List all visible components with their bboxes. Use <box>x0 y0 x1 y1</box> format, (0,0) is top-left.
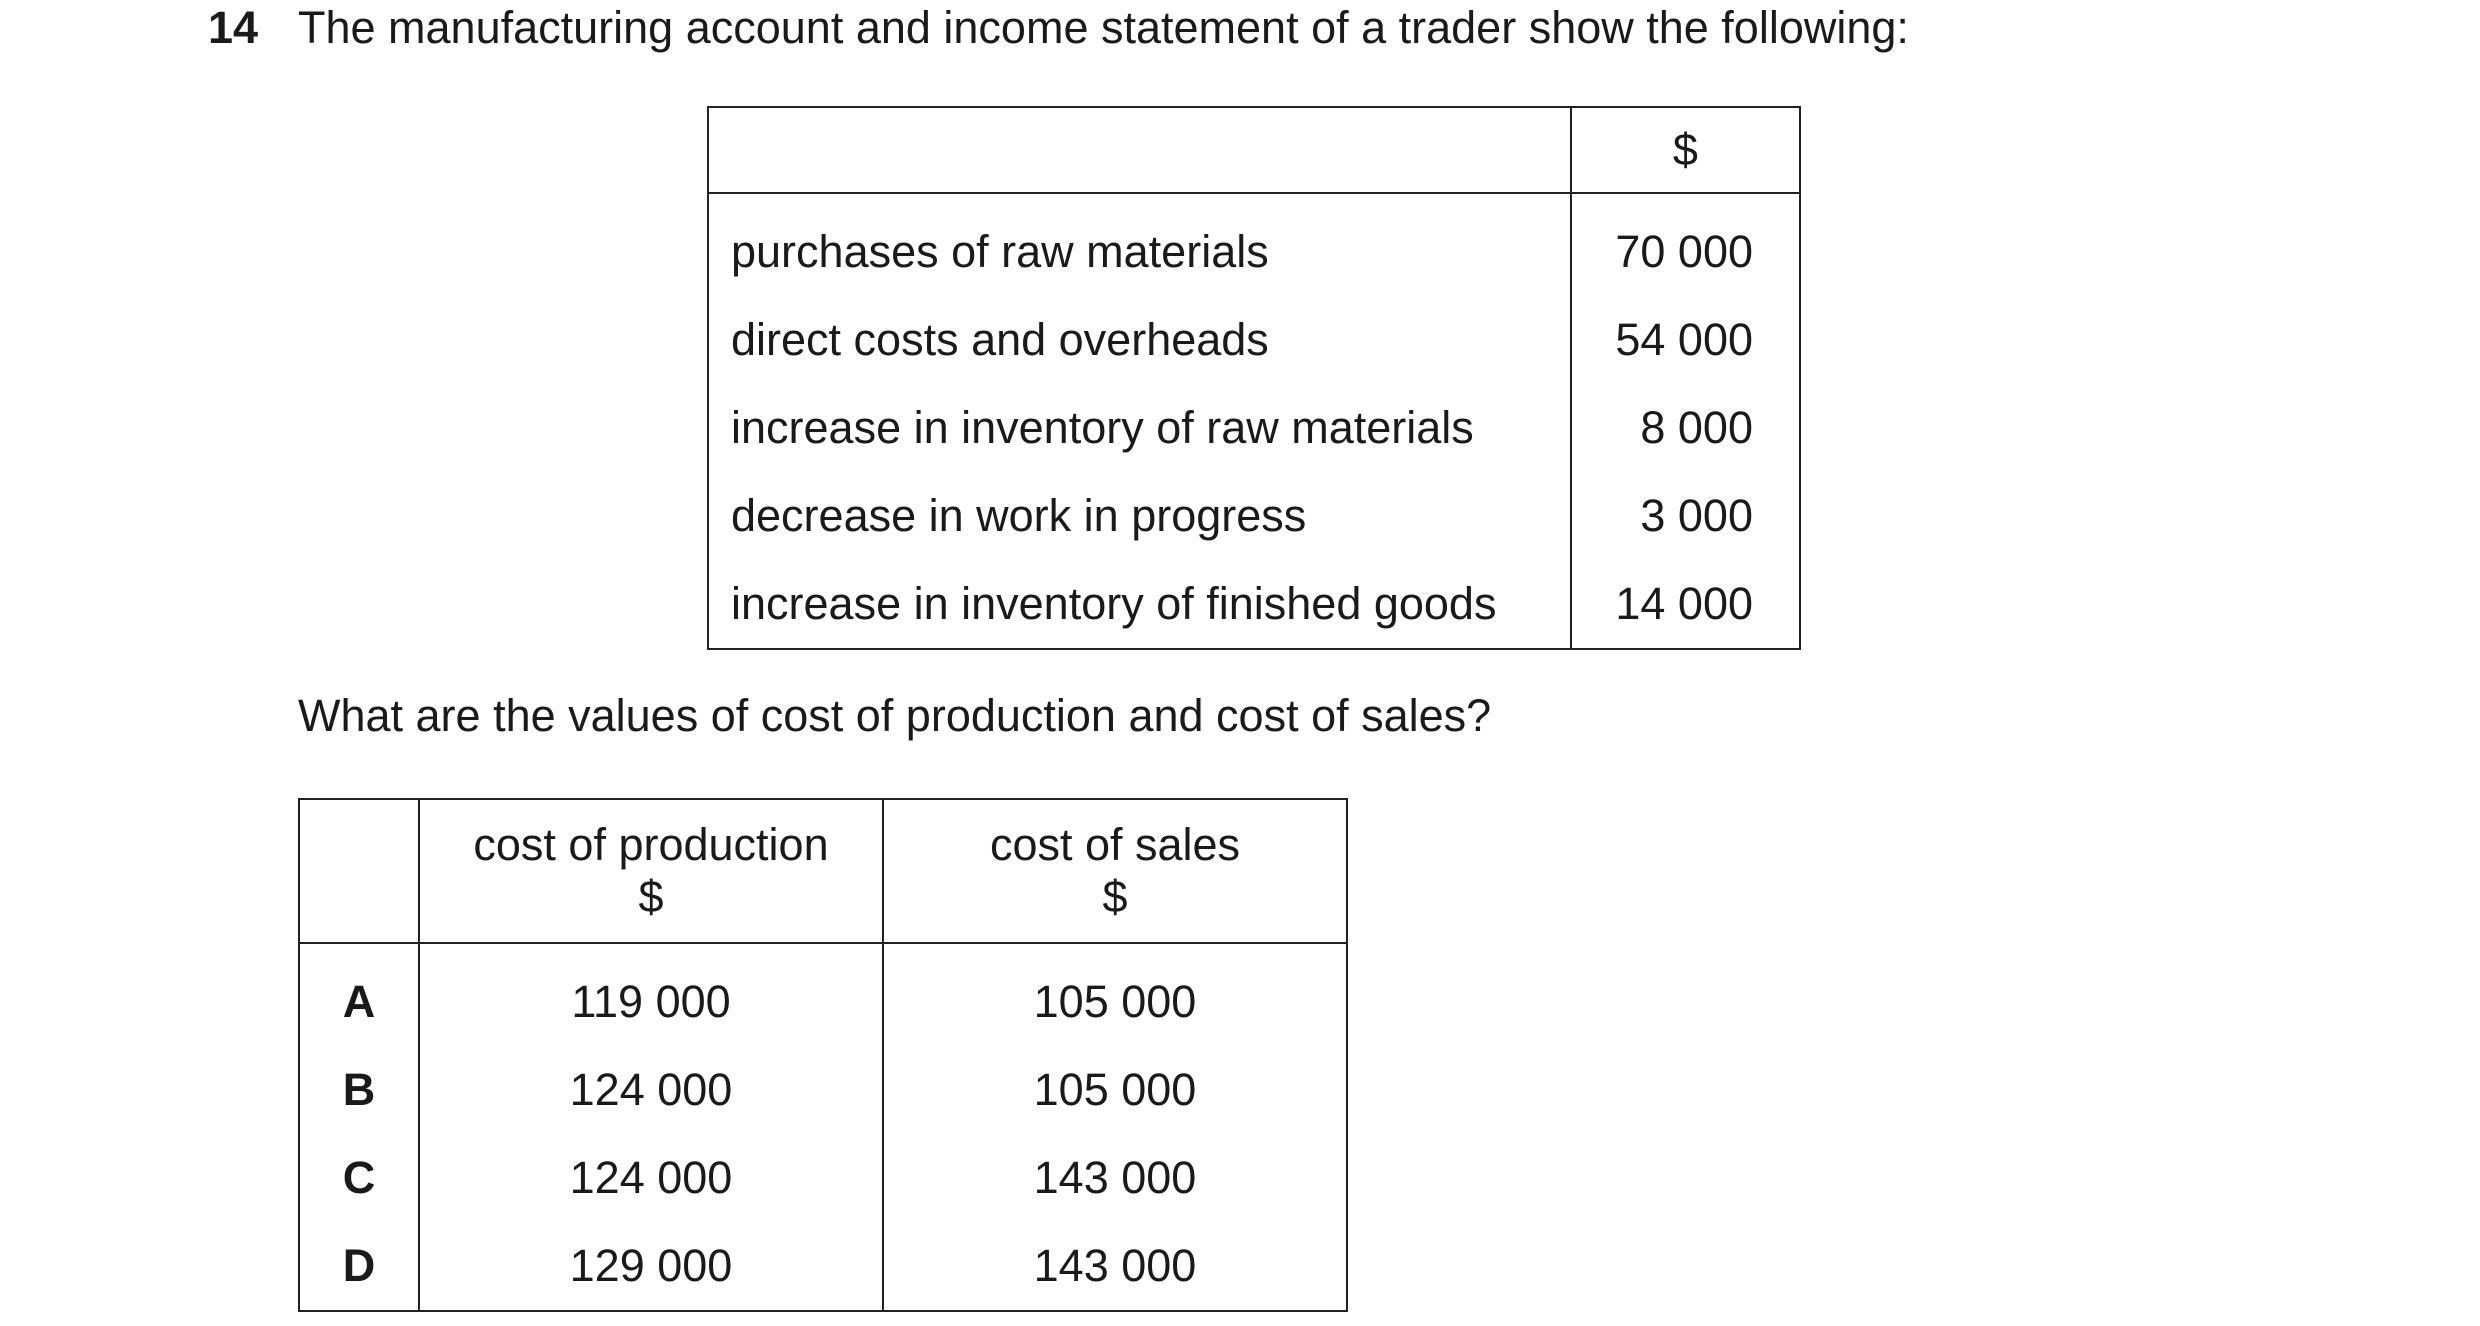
currency-header: $ <box>1571 107 1800 193</box>
sales-header <box>883 799 1347 943</box>
data-row-label: direct costs and overheads <box>708 296 1571 384</box>
data-row <box>708 472 1800 560</box>
production-header-label: cost of production <box>473 819 829 870</box>
option-production-value: 119 000 <box>419 943 883 1046</box>
option-letter: C <box>299 1134 419 1222</box>
data-row-amount: 54 000 <box>1571 296 1800 384</box>
data-table <box>707 106 1801 650</box>
data-row-label: increase in inventory of raw materials <box>708 384 1571 472</box>
question-number: 14 <box>208 2 259 53</box>
data-row <box>708 384 1800 472</box>
option-production-value: 124 000 <box>419 1134 883 1222</box>
option-sales-value: 105 000 <box>883 1046 1347 1134</box>
data-table-header-blank <box>708 107 1571 193</box>
option-row-a[interactable] <box>299 943 1347 1046</box>
options-table <box>298 798 1348 1312</box>
option-sales-value: 143 000 <box>883 1134 1347 1222</box>
option-letter: B <box>299 1046 419 1134</box>
option-sales-value: 105 000 <box>883 943 1347 1046</box>
data-row-label: purchases of raw materials <box>708 193 1571 296</box>
option-production-value: 129 000 <box>419 1222 883 1311</box>
data-row-amount: 3 000 <box>1571 472 1800 560</box>
sales-header-label: cost of sales <box>989 819 1241 870</box>
option-row-b[interactable] <box>299 1046 1347 1134</box>
production-header <box>419 799 883 943</box>
production-header-unit: $ <box>638 871 664 922</box>
data-row-amount: 70 000 <box>1571 193 1800 296</box>
data-row-amount: 14 000 <box>1571 560 1800 649</box>
data-row-amount: 8 000 <box>1571 384 1800 472</box>
option-letter: A <box>299 943 419 1046</box>
question-text: The manufacturing account and income statement of a trader show the following: <box>298 2 1909 53</box>
sales-header-unit: $ <box>1102 871 1128 922</box>
data-row <box>708 560 1800 649</box>
data-row-label: increase in inventory of finished goods <box>708 560 1571 649</box>
options-header <box>299 799 1347 943</box>
option-row-c[interactable] <box>299 1134 1347 1222</box>
option-sales-value: 143 000 <box>883 1222 1347 1311</box>
data-table-header <box>708 107 1800 193</box>
option-row-d[interactable] <box>299 1222 1347 1311</box>
data-row-label: decrease in work in progress <box>708 472 1571 560</box>
question-prompt: What are the values of cost of production and cost of sales? <box>298 690 1492 741</box>
data-row <box>708 193 1800 296</box>
option-production-value: 124 000 <box>419 1046 883 1134</box>
options-header-blank <box>299 799 419 943</box>
option-letter: D <box>299 1222 419 1311</box>
data-row <box>708 296 1800 384</box>
